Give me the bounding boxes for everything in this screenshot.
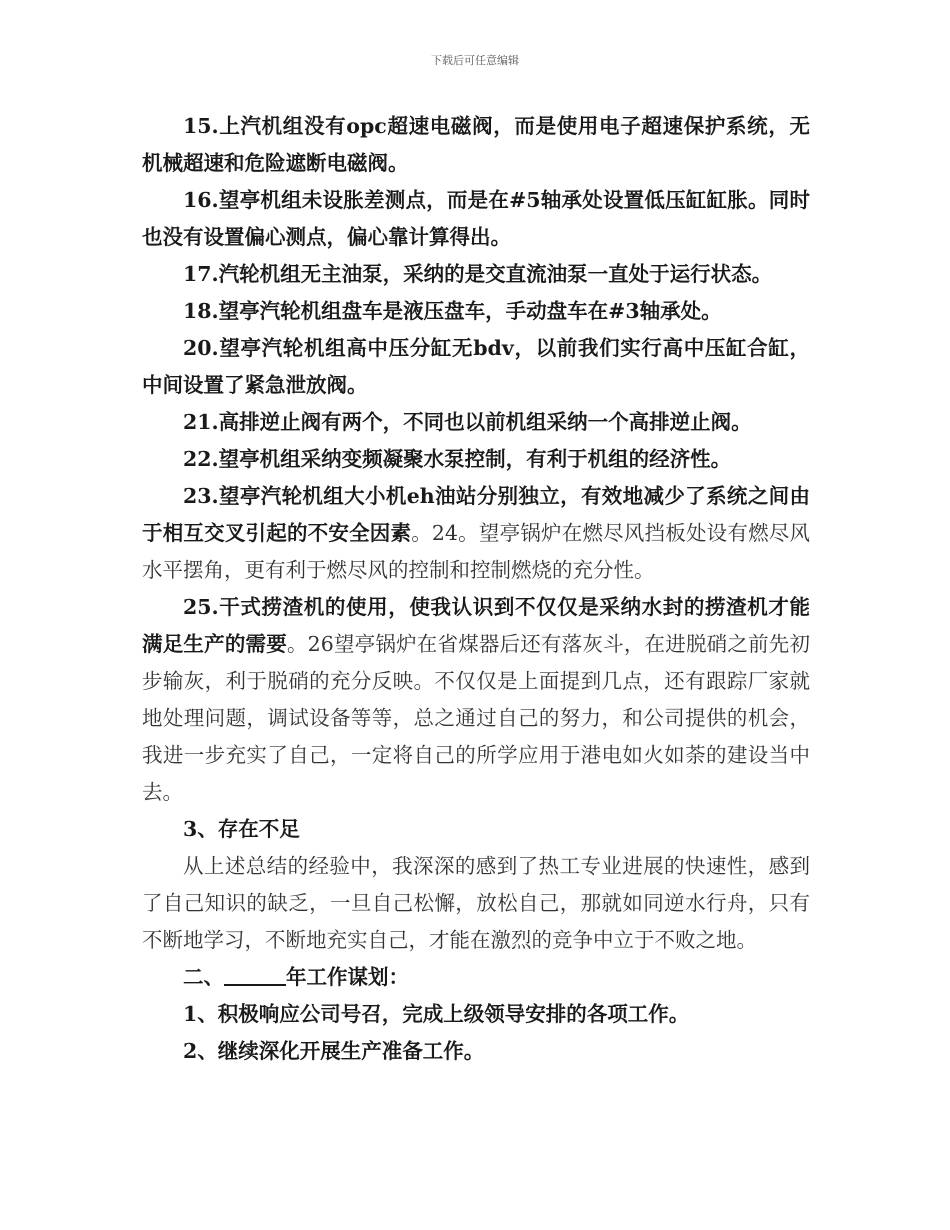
- paragraph-24-text: 。24。望亭锅炉在燃尽风挡板处设有燃尽风水平摆角，更有利于燃尽风的控制和控制燃烧的充分性。: [142, 521, 810, 582]
- plan-item-1: 1、积极响应公司号召，完成上级领导安排的各项工作。: [183, 1002, 690, 1026]
- paragraph-18: 18.望亭汽轮机组盘车是液压盘车，手动盘车在#3轴承处。: [183, 299, 722, 323]
- paragraph-17: 17.汽轮机组无主油泵，采纳的是交直流油泵一直处于运行状态。: [183, 262, 773, 286]
- plan-item-2: 2、继续深化开展生产准备工作。: [183, 1039, 485, 1063]
- paragraph-15: 15.上汽机组没有opc超速电磁阀，而是使用电子超速保护系统，无机械超速和危险遮断电磁阀。: [142, 114, 810, 175]
- paragraph-23-24: [142, 478, 810, 589]
- paragraph-25-26: [142, 589, 810, 811]
- page-header: 下载后可任意编辑: [431, 54, 519, 67]
- paragraph-16: 16.望亭机组未设胀差测点，而是在#5轴承处设置低压缸缸胀。同时也没有设置偏心测点，偏心靠计算得出。: [142, 188, 810, 249]
- paragraph-20: 20.望亭汽轮机组高中压分缸无bdv，以前我们实行高中压缸合缸，中间设置了紧急泄放阀。: [142, 336, 810, 397]
- paragraph-23-text: 23.望亭汽轮机组大小机eh油站分别独立，有效地减少了系统之间由于相互交叉引起的不安全因素: [142, 484, 810, 545]
- plan-heading-prefix: 二、: [183, 965, 224, 989]
- paragraph-22: 22.望亭机组采纳变频凝聚水泵控制，有利于机组的经济性。: [183, 447, 732, 471]
- year-blank: [224, 964, 286, 986]
- paragraph-26-text: 。26望亭锅炉在省煤器后还有落灰斗，在进脱硝之前先初步输灰，利于脱硝的充分反映。不仅仅是上面提到几点，还有跟踪厂家就地处理问题，调试设备等等，总之通过自己的努力，和公司提供的机会，我进一步充实了自己，一定将自己的所学应用于港电如火如荼的建设当中去。: [142, 632, 810, 804]
- plan-heading: [142, 959, 810, 996]
- paragraph-21: 21.高排逆止阀有两个，不同也以前机组采纳一个高排逆止阀。: [183, 410, 752, 434]
- section-3-body: 从上述总结的经验中，我深深的感到了热工专业进展的快速性，感到了自己知识的缺乏，一旦自己松懈，放松自己，那就如同逆水行舟，只有不断地学习，不断地充实自己，才能在激烈的竞争中立于不败之地。: [142, 854, 810, 952]
- plan-heading-suffix: 年工作谋划：: [286, 965, 409, 989]
- document-body: [142, 108, 810, 1070]
- section-3-heading: 3、存在不足: [183, 817, 300, 841]
- paragraph-25-text: 25.干式捞渣机的使用，使我认识到不仅仅是采纳水封的捞渣机才能满足生产的需要: [142, 595, 810, 656]
